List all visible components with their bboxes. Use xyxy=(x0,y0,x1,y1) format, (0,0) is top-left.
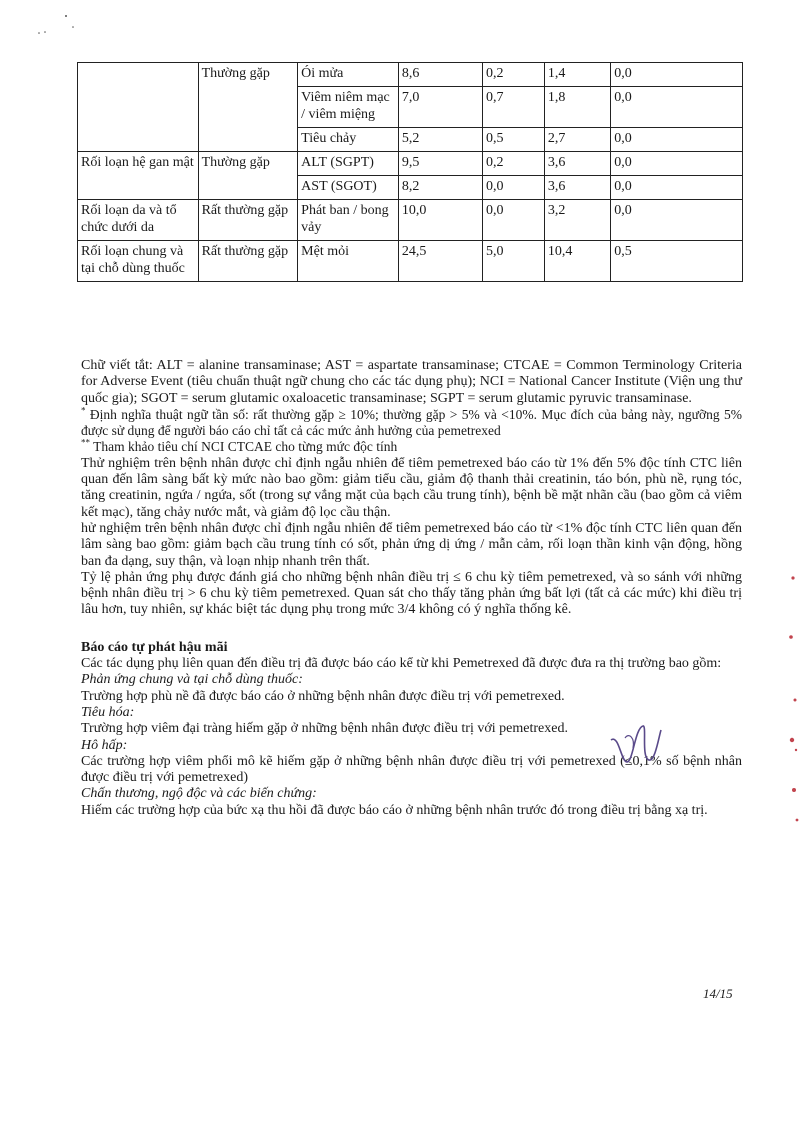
item-text: Trường hợp viêm đại tràng hiếm gặp ở những bệnh nhân được điều trị với pemetrexed. xyxy=(81,721,568,737)
table-row xyxy=(78,241,743,282)
footnote-ctcae-text: Tham khảo tiêu chí NCI CTCAE cho từng mức độc tính xyxy=(93,439,398,455)
event-cell: Mệt mỏi xyxy=(298,241,399,282)
table-row xyxy=(78,152,743,176)
paragraph-cycles: Tỷ lệ phản ứng phụ được đánh giá cho những bệnh nhân điều trị ≤ 6 chu kỳ tiêm pemetrexed, và so sánh với những bệnh nhân điều trị > 6 chu kỳ tiêm pemetrexed. Quan sát cho thấy tăng phản ứng bất lợi (tất cả các mức) khi điều trị lâu hơn, tuy nhiên, sự khác biệt tác dụng phụ trong mức 3/4 không có ý nghĩa thống kê. xyxy=(81,569,742,618)
organ-cell: Rối loạn chung và tại chỗ dùng thuốc xyxy=(78,241,199,282)
value-cell: 3,2 xyxy=(544,200,610,241)
footnote-frequency xyxy=(81,407,742,440)
value-cell: 7,0 xyxy=(398,87,482,128)
abbreviations-note: Chữ viết tắt: ALT = alanine transaminase; AST = aspartate transaminase; CTCAE = Common Terminology Criteria for Adverse Event (tiêu chuẩn thuật ngữ chung cho các tác dụng phụ); NCI = National Cancer Institute (Viện ung thư quốc gia); SGOT = serum glutamic oxaloacetic transaminase; SGPT = serum glutamic pyruvic transaminase. xyxy=(81,358,742,406)
value-cell: 0,5 xyxy=(482,128,544,152)
value-cell: 8,6 xyxy=(398,63,482,87)
value-cell: 0,0 xyxy=(611,176,743,200)
paragraph-1-5-percent: Thử nghiệm trên bệnh nhân được chỉ định ngẫu nhiên để tiêm pemetrexed báo cáo từ 1% đến 5% độc tính CTC liên quan đến lâm sàng bất kỳ mức nào bao gồm: giảm tiểu cầu, giảm độ thanh thải creatinin, táo bón, phù nề, rụng tóc, tăng creatinin, ngứa / ngứa, sốt (trong sự vắng mặt của bạch cầu trung tính), bệnh bề mặt nhãn cầu (bao gồm cả viêm kết mạc), tăng chảy nước mắt, và giảm độ lọc cầu thận. xyxy=(81,455,742,520)
value-cell: 2,7 xyxy=(544,128,610,152)
section-intro: Các tác dụng phụ liên quan đến điều trị đã được báo cáo kể từ khi Pemetrexed đã được đưa ra thị trường bao gồm: xyxy=(81,656,722,672)
adverse-events-table xyxy=(77,62,743,282)
value-cell: 0,0 xyxy=(611,152,743,176)
footnote-ctcae xyxy=(81,439,742,455)
value-cell: 8,2 xyxy=(398,176,482,200)
value-cell: 0,0 xyxy=(611,128,743,152)
value-cell: 24,5 xyxy=(398,241,482,282)
organ-cell: Rối loạn da và tổ chức dưới da xyxy=(78,200,199,241)
footnote-marker: ** xyxy=(81,437,90,448)
value-cell: 1,4 xyxy=(544,63,610,87)
table-row xyxy=(78,63,743,87)
value-cell: 10,4 xyxy=(544,241,610,282)
event-cell: AST (SGOT) xyxy=(298,176,399,200)
value-cell: 0,0 xyxy=(482,200,544,241)
item-text: Hiếm các trường hợp của bức xạ thu hồi đã được báo cáo ở những bệnh nhân trước đó trong điều trị bằng xạ trị. xyxy=(81,802,708,818)
page-number: 14/15 xyxy=(703,986,733,1001)
value-cell: 9,5 xyxy=(398,152,482,176)
value-cell: 5,2 xyxy=(398,128,482,152)
item-heading: Phản ứng chung và tại chỗ dùng thuốc: xyxy=(81,672,303,688)
item-heading: Chấn thương, ngộ độc và các biến chứng: xyxy=(81,786,317,802)
event-cell: Viêm niêm mạc / viêm miệng xyxy=(298,87,399,128)
value-cell: 0,7 xyxy=(482,87,544,128)
footnote-frequency-text: Định nghĩa thuật ngữ tần số: rất thường gặp ≥ 10%; thường gặp > 5% và <10%. Mục đích của bảng này, ngưỡng 5% được sử dụng để người báo cáo chỉ tất cả các mức ảnh hưởng của pemetrexed xyxy=(81,406,742,439)
value-cell: 0,2 xyxy=(482,63,544,87)
frequency-cell: Rất thường gặp xyxy=(198,241,298,282)
value-cell: 5,0 xyxy=(482,241,544,282)
value-cell: 3,6 xyxy=(544,176,610,200)
section-title: Báo cáo tự phát hậu mãi xyxy=(81,639,228,655)
item-text: Các trường hợp viêm phổi mô kẽ hiếm gặp ở những bệnh nhân được điều trị với pemetrexed (≤0,1% số bệnh nhân được điều trị với pemetrexed) xyxy=(81,753,742,786)
item-text: Trường hợp phù nề đã được báo cáo ở những bệnh nhân được điều trị với pemetrexed. xyxy=(81,688,565,704)
event-cell: Phát ban / bong vảy xyxy=(298,200,399,241)
frequency-cell: Thường gặp xyxy=(198,152,298,200)
frequency-cell: Thường gặp xyxy=(198,63,298,152)
value-cell: 0,0 xyxy=(611,63,743,87)
value-cell: 0,0 xyxy=(611,200,743,241)
event-cell: Tiêu chảy xyxy=(298,128,399,152)
table-row xyxy=(78,200,743,241)
organ-cell xyxy=(78,63,199,152)
value-cell: 0,0 xyxy=(611,87,743,128)
value-cell: 3,6 xyxy=(544,152,610,176)
organ-cell: Rối loạn hệ gan mật xyxy=(78,152,199,200)
value-cell: 0,0 xyxy=(482,176,544,200)
handwritten-signature xyxy=(605,718,663,776)
item-heading: Hô hấp: xyxy=(81,737,128,753)
event-cell: Ói mửa xyxy=(298,63,399,87)
event-cell: ALT (SGPT) xyxy=(298,152,399,176)
value-cell: 10,0 xyxy=(398,200,482,241)
footnote-marker: * xyxy=(81,405,86,416)
paragraph-under-1-percent: hử nghiệm trên bệnh nhân được chỉ định ngẫu nhiên để tiêm pemetrexed báo cáo từ <1% độc tính CTC liên quan đến lâm sàng bao gồm: giảm bạch cầu trung tính có sốt, phản ứng dị ứng / mẫn cảm, rối loạn thần kinh vận động, hồng ban đa dạng, suy thận, và loạn nhịp nhanh trên thất. xyxy=(81,520,742,569)
item-heading: Tiêu hóa: xyxy=(81,704,135,720)
frequency-cell: Rất thường gặp xyxy=(198,200,298,241)
value-cell: 0,5 xyxy=(611,241,743,282)
value-cell: 1,8 xyxy=(544,87,610,128)
value-cell: 0,2 xyxy=(482,152,544,176)
